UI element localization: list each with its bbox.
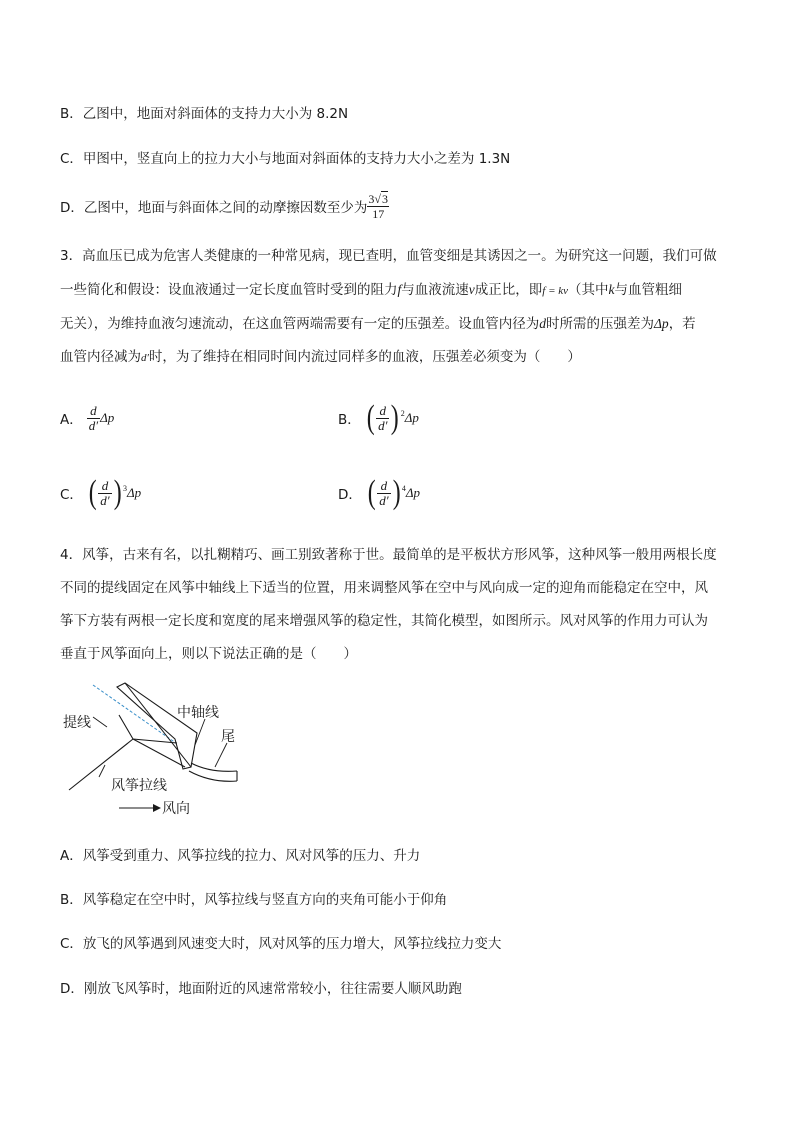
- q4-line-1: 4．风筝，古来有名，以扎糊精巧、画工别致著称于世。最简单的是平板状方形风筝，这种风筝一般用两根长度: [60, 547, 717, 563]
- q2-option-d-text: D．乙图中，地面与斜面体之间的动摩擦因数至少为: [60, 200, 368, 216]
- var-delta-p: Δp: [654, 316, 669, 331]
- kite-tail-1: [191, 763, 237, 771]
- q3-line-3: 无关），为维持血液匀速流动，在这血管两端需要有一定的压强差。设血管内径为d时所需的压强差为Δp，若: [60, 316, 696, 332]
- q4-line-4: 垂直于风筝面向上，则以下说法正确的是（ ）: [60, 646, 357, 662]
- var-v: v: [468, 282, 475, 297]
- label-tixian: 提线: [63, 715, 91, 731]
- sqrt-radicand: 3: [382, 191, 388, 206]
- q3-option-a: A． $\frac{d}{d'}$ Δp: [60, 402, 115, 433]
- q4-option-b: B．风筝稳定在空中时，风筝拉线与竖直方向的夹角可能小于仰角: [60, 892, 448, 908]
- q3-line-2: 一些简化和假设：设血液通过一定长度血管时受到的阻力f与血液流速v成正比，即f = kv（其中k与血管粗细: [60, 282, 683, 298]
- label-wei: 尾: [221, 729, 235, 745]
- q3-line-4: 血管内径减为d′时，为了维持在相同时间内流过同样多的血液，压强差必须变为（ ）: [60, 349, 581, 365]
- var-k: k: [608, 282, 615, 297]
- formula-f-kv: f = kv: [542, 285, 569, 297]
- q4-option-a: A．风筝受到重力、风筝拉线的拉力、风对风筝的压力、升力: [60, 848, 421, 864]
- var-f: f: [397, 282, 402, 297]
- kite-tail-2: [189, 771, 237, 781]
- label-laxian: 风筝拉线: [111, 778, 167, 794]
- kite-figure: [55, 675, 255, 820]
- q4-line-2: 不同的提线固定在风筝中轴线上下适当的位置，用来调整风筝在空中与风向成一定的迎角而能稳定在空中，风: [60, 580, 708, 596]
- q3-line-1: 3．高血压已成为危害人类健康的一种常见病，现已查明，血管变细是其诱因之一。为研究这一问题，我们可做: [60, 248, 717, 264]
- q4-line-3: 筝下方装有两根一定长度和宽度的尾来增强风筝的稳定性，其简化模型，如图所示。风对风筝的作用力可认为: [60, 613, 708, 629]
- q2-option-d: [60, 188, 389, 224]
- label-zhongzhouxian: 中轴线: [177, 705, 219, 721]
- q2-option-c: C．甲图中，竖直向上的拉力大小与地面对斜面体的支持力大小之差为 1.3N: [60, 151, 511, 167]
- wind-arrow-head: [153, 804, 161, 812]
- q4-option-d: D．刚放飞风筝时，地面附近的风速常常较小，往往需要人顺风助跑: [60, 981, 462, 997]
- var-d-prime: d′: [141, 352, 149, 364]
- label-fengxiang: 风向: [162, 801, 190, 817]
- q3-option-b: B． ( $\frac{d}{d'}$ ) 2 Δp: [338, 399, 419, 436]
- fraction-denominator: 17: [372, 206, 385, 221]
- kite-plate: [117, 683, 197, 769]
- q4-option-c: C．放飞的风筝遇到风速变大时，风对风筝的压力增大，风筝拉线拉力变大: [60, 936, 502, 952]
- sqrt-coef: 3: [368, 191, 375, 206]
- q3-option-c: C． ( $\frac{d}{d'}$ ) 3 Δp: [60, 474, 142, 511]
- q2-option-b: B．乙图中，地面对斜面体的支持力大小为 8.2N: [60, 106, 349, 122]
- var-d: d: [539, 316, 546, 331]
- q2-option-d-fraction: $\frac{3√3}{17}$: [368, 191, 388, 221]
- q3-option-d: D． ( $\frac{d}{d'}$ ) 4 Δp: [338, 474, 421, 511]
